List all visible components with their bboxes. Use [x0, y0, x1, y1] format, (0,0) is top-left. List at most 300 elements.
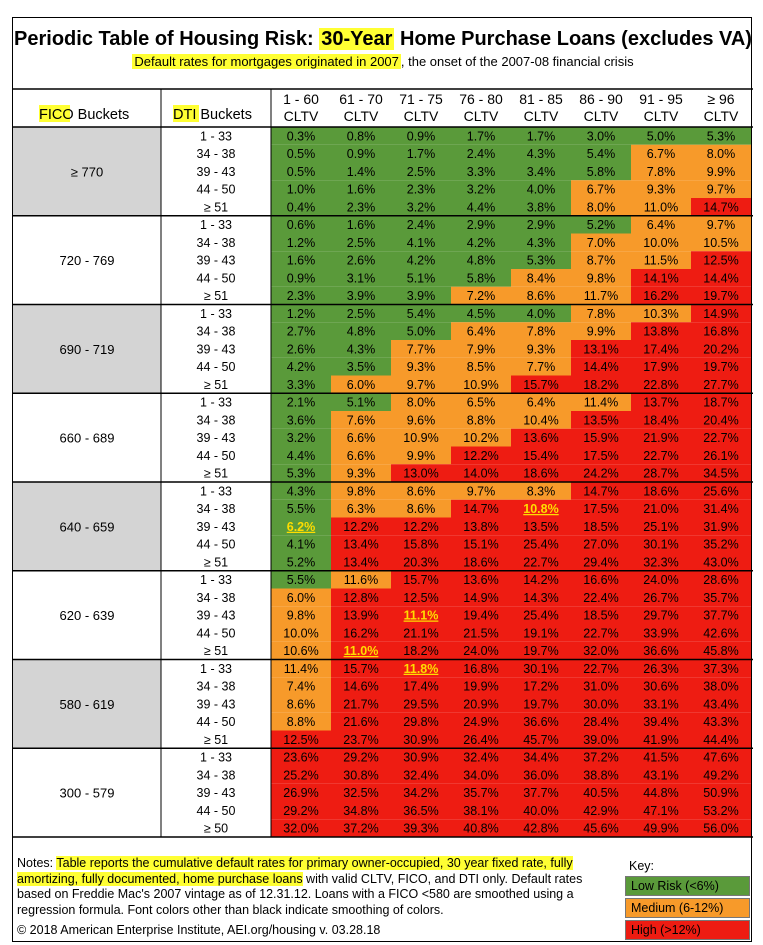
default-rate-value: 11.7%: [583, 289, 619, 303]
default-rate-value: 43.0%: [703, 555, 739, 570]
default-rate-value: 16.2%: [643, 289, 679, 303]
default-rate-value: 7.7%: [526, 360, 556, 374]
dti-bucket-label: 39 - 43: [196, 519, 236, 534]
risk-table: [13, 89, 753, 836]
dti-bucket-label: 44 - 50: [196, 182, 236, 197]
dti-bucket-label: 1 - 33: [200, 218, 232, 232]
default-rate-value: 22.8%: [643, 377, 679, 392]
default-rate-value: 2.5%: [406, 164, 436, 179]
default-rate-value: 4.4%: [466, 200, 496, 215]
fico-bucket-label: 580 - 619: [59, 696, 115, 712]
default-rate-value: 29.5%: [403, 697, 439, 712]
default-rate-value: 19.1%: [523, 626, 559, 641]
fico-buckets-header: FICO Buckets: [39, 107, 130, 123]
default-rate-value: 6.0%: [286, 590, 316, 605]
default-rate-value: 6.7%: [586, 182, 616, 197]
default-rate-value: 37.2%: [343, 821, 379, 836]
default-rate-value: 6.0%: [346, 377, 376, 392]
cltv-column-header: 91 - 95: [639, 91, 683, 107]
default-rate-value: 14.6%: [343, 679, 379, 694]
default-rate-value: 40.8%: [463, 821, 499, 836]
default-rate-value: 4.2%: [406, 253, 436, 268]
default-rate-value: 31.4%: [703, 502, 739, 516]
default-rate-value: 6.4%: [526, 395, 556, 410]
default-rate-value: 4.0%: [526, 306, 556, 321]
default-rate-value: 7.2%: [466, 289, 496, 303]
default-rate-value: 14.4%: [583, 360, 619, 374]
default-rate-value: 25.4%: [523, 537, 559, 552]
default-rate-value: 24.2%: [583, 466, 619, 481]
default-rate-value: 13.8%: [463, 519, 499, 534]
default-rate-value: 24.0%: [643, 573, 679, 587]
default-rate-value: 28.6%: [703, 573, 739, 587]
default-rate-value: 4.3%: [346, 342, 376, 357]
default-rate-value: 0.3%: [286, 129, 316, 144]
default-rate-value: 1.7%: [406, 147, 436, 161]
default-rate-value: 37.7%: [523, 786, 559, 800]
default-rate-value: 16.6%: [583, 573, 619, 587]
dti-bucket-label: ≥ 51: [203, 200, 229, 215]
dti-bucket-label: ≥ 51: [203, 644, 229, 658]
default-rate-value: 37.2%: [583, 750, 619, 765]
dti-bucket-label: 39 - 43: [196, 164, 236, 179]
default-rate-value: 37.3%: [703, 661, 739, 676]
default-rate-value: 18.7%: [703, 395, 739, 410]
default-rate-value: 3.0%: [586, 129, 616, 144]
default-rate-value: 17.5%: [583, 502, 619, 516]
default-rate-value: 5.2%: [286, 555, 316, 570]
title-text-end: Home Purchase Loans (excludes VA): [394, 28, 752, 50]
dti-bucket-label: ≥ 50: [203, 821, 229, 836]
default-rate-value: 8.0%: [406, 395, 436, 410]
default-rate-value: 40.5%: [583, 786, 619, 800]
default-rate-value: 3.1%: [346, 271, 376, 286]
default-rate-value: 11.0%: [643, 200, 679, 215]
default-rate-value: 5.3%: [706, 129, 736, 144]
default-rate-value: 34.0%: [463, 768, 499, 783]
default-rate-value: 7.6%: [346, 413, 376, 428]
default-rate-value: 3.2%: [286, 431, 316, 445]
default-rate-value: 17.4%: [403, 679, 439, 694]
fico-bucket-label: 640 - 659: [59, 519, 115, 535]
default-rate-value: 19.7%: [703, 360, 739, 374]
default-rate-value: 0.8%: [346, 129, 376, 144]
default-rate-value: 2.3%: [346, 200, 376, 215]
dti-bucket-label: 1 - 33: [200, 484, 232, 499]
default-rate-value: 10.9%: [403, 431, 439, 445]
default-rate-value: 6.4%: [646, 218, 676, 232]
default-rate-value: 0.5%: [286, 164, 316, 179]
fico-bucket-label: 720 - 769: [59, 253, 115, 269]
default-rate-value: 18.4%: [643, 413, 679, 428]
default-rate-value: 15.8%: [403, 537, 439, 552]
dti-bucket-label: 44 - 50: [196, 360, 236, 374]
legend: [625, 859, 750, 942]
default-rate-value: 1.7%: [526, 129, 556, 144]
default-rate-value: 10.0%: [283, 626, 319, 641]
legend-high-risk: High (>12%): [625, 920, 750, 940]
default-rate-value: 13.8%: [643, 324, 679, 339]
default-rate-value: 36.5%: [403, 803, 439, 818]
default-rate-value: 4.5%: [466, 306, 496, 321]
default-rate-value: 43.1%: [643, 768, 679, 783]
default-rate-value: 19.7%: [523, 644, 559, 658]
default-rate-value: 2.6%: [286, 342, 316, 357]
default-rate-value: 9.7%: [706, 218, 736, 232]
default-rate-value: 9.6%: [406, 413, 436, 428]
default-rate-value: 47.6%: [703, 750, 739, 765]
default-rate-value: 21.1%: [403, 626, 439, 641]
fico-bucket-label: 690 - 719: [59, 341, 115, 357]
default-rate-value: 4.4%: [286, 448, 316, 463]
default-rate-value: 39.4%: [643, 715, 679, 729]
default-rate-value: 2.5%: [346, 235, 376, 250]
chart-frame: [12, 17, 752, 942]
default-rate-value: 5.8%: [586, 164, 616, 179]
default-rate-value: 8.0%: [706, 147, 736, 161]
default-rate-value: 7.4%: [286, 679, 316, 694]
cltv-column-header: 71 - 75: [399, 91, 443, 107]
default-rate-value: 18.6%: [643, 484, 679, 499]
default-rate-value: 8.0%: [586, 200, 616, 215]
cltv-label: CLTV: [463, 108, 499, 124]
default-rate-value: 9.3%: [406, 360, 436, 374]
default-rate-value: 36.0%: [523, 768, 559, 783]
dti-bucket-label: ≥ 51: [203, 555, 229, 570]
default-rate-value: 2.9%: [466, 218, 496, 232]
default-rate-value: 7.8%: [586, 306, 616, 321]
default-rate-value: 20.9%: [463, 697, 499, 712]
default-rate-value: 28.4%: [583, 715, 619, 729]
title-text: Periodic Table of Housing Risk:: [14, 28, 320, 50]
default-rate-value: 21.9%: [643, 431, 679, 445]
default-rate-value: 32.0%: [583, 644, 619, 658]
default-rate-value: 26.1%: [703, 448, 739, 463]
default-rate-value: 39.3%: [403, 821, 439, 836]
default-rate-value: 9.7%: [706, 182, 736, 197]
default-rate-value: 5.4%: [586, 147, 616, 161]
cltv-label: CLTV: [703, 108, 739, 124]
default-rate-value: 7.8%: [526, 324, 556, 339]
default-rate-value: 19.4%: [463, 608, 499, 623]
default-rate-value: 4.1%: [406, 235, 436, 250]
default-rate-value: 30.6%: [643, 679, 679, 694]
default-rate-value: 34.8%: [343, 803, 379, 818]
default-rate-value: 1.2%: [286, 306, 316, 321]
default-rate-value: 8.6%: [406, 484, 436, 499]
default-rate-value: 14.9%: [703, 306, 739, 321]
dti-bucket-label: 34 - 38: [196, 502, 236, 516]
default-rate-value: 6.7%: [646, 147, 676, 161]
dti-bucket-label: 34 - 38: [196, 768, 236, 783]
default-rate-value: 1.0%: [286, 182, 316, 197]
default-rate-value: 9.7%: [406, 377, 436, 392]
default-rate-value: 25.6%: [703, 484, 739, 499]
default-rate-value: 4.1%: [286, 537, 316, 552]
default-rate-value: 29.2%: [343, 750, 379, 765]
default-rate-value: 7.0%: [586, 235, 616, 250]
default-rate-value: 13.5%: [583, 413, 619, 428]
default-rate-value: 43.4%: [703, 697, 739, 712]
default-rate-value: 5.0%: [646, 129, 676, 144]
dti-bucket-label: 1 - 33: [200, 129, 232, 144]
default-rate-value: 31.9%: [703, 519, 739, 534]
default-rate-value: 29.7%: [643, 608, 679, 623]
default-rate-value: 29.8%: [403, 715, 439, 729]
default-rate-value: 17.9%: [643, 360, 679, 374]
default-rate-value: 21.6%: [343, 715, 379, 729]
default-rate-value: 12.5%: [703, 253, 739, 268]
default-rate-value: 41.9%: [643, 732, 679, 747]
default-rate-value: 8.8%: [466, 413, 496, 428]
default-rate-value: 22.7%: [703, 431, 739, 445]
default-rate-value: 5.8%: [466, 271, 496, 286]
default-rate-value: 2.4%: [406, 218, 436, 232]
default-rate-value: 53.2%: [703, 803, 739, 818]
default-rate-value: 10.9%: [463, 377, 499, 392]
default-rate-value: 14.4%: [703, 271, 739, 286]
default-rate-value: 30.1%: [523, 661, 559, 676]
default-rate-value: 8.6%: [526, 289, 556, 303]
legend-title: Key:: [629, 859, 655, 873]
default-rate-value: 30.0%: [583, 697, 619, 712]
dti-bucket-label: 34 - 38: [196, 235, 236, 250]
default-rate-value: 12.2%: [463, 448, 499, 463]
default-rate-value: 24.9%: [463, 715, 499, 729]
default-rate-value: 5.1%: [346, 395, 376, 410]
default-rate-value: 13.5%: [523, 519, 559, 534]
default-rate-value: 13.4%: [343, 555, 379, 570]
dti-bucket-label: 39 - 43: [196, 253, 236, 268]
default-rate-value: 10.6%: [283, 644, 319, 658]
default-rate-value: 1.2%: [286, 235, 316, 250]
default-rate-value: 47.1%: [643, 803, 679, 818]
default-rate-value: 22.7%: [523, 555, 559, 570]
default-rate-value: 14.7%: [583, 484, 619, 499]
default-rate-value: 26.3%: [643, 661, 679, 676]
default-rate-value: 15.4%: [523, 448, 559, 463]
default-rate-value: 21.5%: [463, 626, 499, 641]
default-rate-value: 3.8%: [526, 200, 556, 215]
dti-bucket-label: ≥ 51: [203, 466, 229, 481]
default-rate-value: 12.5%: [283, 732, 319, 747]
default-rate-value: 1.6%: [346, 218, 376, 232]
default-rate-value: 25.4%: [523, 608, 559, 623]
default-rate-value: 22.7%: [583, 626, 619, 641]
fico-bucket-label: 660 - 689: [59, 430, 115, 446]
default-rate-value: 7.7%: [406, 342, 436, 357]
default-rate-value: 9.9%: [706, 164, 736, 179]
default-rate-value: 24.0%: [463, 644, 499, 658]
default-rate-value: 32.3%: [643, 555, 679, 570]
default-rate-value: 15.7%: [403, 573, 439, 587]
default-rate-value: 32.0%: [283, 821, 319, 836]
dti-bucket-label: 44 - 50: [196, 448, 236, 463]
default-rate-value: 0.9%: [286, 271, 316, 286]
default-rate-value: 3.5%: [346, 360, 376, 374]
default-rate-value: 2.3%: [406, 182, 436, 197]
default-rate-value: 8.7%: [586, 253, 616, 268]
default-rate-value: 19.7%: [703, 289, 739, 303]
default-rate-value: 42.9%: [583, 803, 619, 818]
dti-bucket-label: ≥ 51: [203, 732, 229, 747]
dti-bucket-label: ≥ 51: [203, 289, 229, 303]
cltv-column-header: 61 - 70: [339, 91, 383, 107]
default-rate-value: 30.9%: [403, 732, 439, 747]
default-rate-value: 6.5%: [466, 395, 496, 410]
default-rate-value: 41.5%: [643, 750, 679, 765]
default-rate-value: 21.7%: [343, 697, 379, 712]
default-rate-value: 13.1%: [583, 342, 619, 357]
default-rate-value: 7.8%: [646, 164, 676, 179]
default-rate-value: 36.6%: [643, 644, 679, 658]
default-rate-value: 9.8%: [346, 484, 376, 499]
default-rate-value: 22.7%: [643, 448, 679, 463]
cltv-label: CLTV: [523, 108, 559, 124]
default-rate-value: 4.0%: [526, 182, 556, 197]
dti-bucket-label: 44 - 50: [196, 803, 236, 818]
default-rate-value: 19.9%: [463, 679, 499, 694]
default-rate-value: 35.2%: [703, 537, 739, 552]
default-rate-value: 6.6%: [346, 431, 376, 445]
legend-medium-risk: Medium (6-12%): [625, 898, 750, 918]
default-rate-value: 3.6%: [286, 413, 316, 428]
default-rate-value: 35.7%: [703, 590, 739, 605]
default-rate-value: 19.7%: [523, 697, 559, 712]
default-rate-value: 26.7%: [643, 590, 679, 605]
default-rate-value: 29.4%: [583, 555, 619, 570]
dti-bucket-label: 39 - 43: [196, 697, 236, 712]
default-rate-value: 2.6%: [346, 253, 376, 268]
fico-bucket-label: ≥ 770: [70, 164, 104, 180]
default-rate-value: 18.6%: [463, 555, 499, 570]
default-rate-value: 27.0%: [583, 537, 619, 552]
default-rate-value: 7.9%: [466, 342, 496, 357]
cltv-label: CLTV: [343, 108, 379, 124]
cltv-label: CLTV: [643, 108, 679, 124]
cltv-label: CLTV: [403, 108, 439, 124]
default-rate-value: 6.2%: [286, 519, 316, 534]
default-rate-value: 17.4%: [643, 342, 679, 357]
dti-bucket-label: 1 - 33: [200, 750, 232, 765]
default-rate-value: 0.5%: [286, 147, 316, 161]
default-rate-value: 0.9%: [346, 147, 376, 161]
default-rate-value: 15.7%: [343, 661, 379, 676]
cltv-column-header: 86 - 90: [579, 91, 623, 107]
default-rate-value: 5.3%: [286, 466, 316, 481]
default-rate-value: 5.1%: [406, 271, 436, 286]
default-rate-value: 5.4%: [406, 306, 436, 321]
default-rate-value: 5.5%: [286, 502, 316, 516]
default-rate-value: 16.8%: [703, 324, 739, 339]
notes-prefix: Notes:: [17, 856, 57, 870]
default-rate-value: 14.1%: [643, 271, 679, 286]
default-rate-value: 1.6%: [346, 182, 376, 197]
default-rate-value: 11.8%: [403, 661, 439, 676]
dti-bucket-label: 1 - 33: [200, 573, 232, 587]
default-rate-value: 32.5%: [343, 786, 379, 800]
default-rate-value: 25.1%: [643, 519, 679, 534]
default-rate-value: 2.3%: [286, 289, 316, 303]
default-rate-value: 8.6%: [286, 697, 316, 712]
default-rate-value: 4.3%: [526, 235, 556, 250]
default-rate-value: 26.4%: [463, 732, 499, 747]
default-rate-value: 14.7%: [703, 200, 739, 215]
default-rate-value: 26.9%: [283, 786, 319, 800]
default-rate-value: 4.2%: [286, 360, 316, 374]
default-rate-value: 10.0%: [643, 235, 679, 250]
default-rate-value: 16.2%: [343, 626, 379, 641]
default-rate-value: 3.3%: [466, 164, 496, 179]
default-rate-value: 30.1%: [643, 537, 679, 552]
default-rate-value: 56.0%: [703, 821, 739, 836]
default-rate-value: 14.3%: [523, 590, 559, 605]
default-rate-value: 35.7%: [463, 786, 499, 800]
default-rate-value: 9.8%: [286, 608, 316, 623]
default-rate-value: 8.3%: [526, 484, 556, 499]
default-rate-value: 2.4%: [466, 147, 496, 161]
dti-bucket-label: 1 - 33: [200, 661, 232, 676]
chart-title: [13, 28, 753, 51]
dti-bucket-label: 44 - 50: [196, 271, 236, 286]
default-rate-value: 13.7%: [643, 395, 679, 410]
default-rate-value: 15.1%: [463, 537, 499, 552]
default-rate-value: 36.6%: [523, 715, 559, 729]
dti-bucket-label: 34 - 38: [196, 590, 236, 605]
default-rate-value: 45.6%: [583, 821, 619, 836]
default-rate-value: 34.2%: [403, 786, 439, 800]
default-rate-value: 4.3%: [286, 484, 316, 499]
default-rate-value: 42.8%: [523, 821, 559, 836]
default-rate-value: 33.9%: [643, 626, 679, 641]
default-rate-value: 3.9%: [346, 289, 376, 303]
dti-bucket-label: 44 - 50: [196, 537, 236, 552]
dti-bucket-label: 39 - 43: [196, 431, 236, 445]
default-rate-value: 28.7%: [643, 466, 679, 481]
default-rate-value: 2.1%: [286, 395, 316, 410]
default-rate-value: 9.9%: [406, 448, 436, 463]
default-rate-value: 14.9%: [463, 590, 499, 605]
default-rate-value: 8.6%: [406, 502, 436, 516]
default-rate-value: 2.5%: [346, 306, 376, 321]
default-rate-value: 13.9%: [343, 608, 379, 623]
fico-bucket-label: 300 - 579: [59, 785, 115, 801]
default-rate-value: 43.3%: [703, 715, 739, 729]
default-rate-value: 38.8%: [583, 768, 619, 783]
default-rate-value: 18.6%: [523, 466, 559, 481]
default-rate-value: 0.6%: [286, 218, 316, 232]
default-rate-value: 3.4%: [526, 164, 556, 179]
dti-bucket-label: 44 - 50: [196, 626, 236, 641]
cltv-label: CLTV: [583, 108, 619, 124]
default-rate-value: 45.7%: [523, 732, 559, 747]
cltv-column-header: ≥ 96: [707, 91, 735, 107]
default-rate-value: 12.5%: [403, 590, 439, 605]
default-rate-value: 15.7%: [523, 377, 559, 392]
default-rate-value: 8.8%: [286, 715, 316, 729]
default-rate-value: 10.4%: [523, 413, 559, 428]
default-rate-value: 20.4%: [703, 413, 739, 428]
default-rate-value: 34.4%: [523, 750, 559, 765]
dti-bucket-label: 44 - 50: [196, 715, 236, 729]
default-rate-value: 14.2%: [523, 573, 559, 587]
dti-bucket-label: 39 - 43: [196, 342, 236, 357]
default-rate-value: 9.9%: [586, 324, 616, 339]
default-rate-value: 17.2%: [523, 679, 559, 694]
default-rate-value: 13.6%: [523, 431, 559, 445]
dti-bucket-label: 39 - 43: [196, 786, 236, 800]
default-rate-value: 4.3%: [526, 147, 556, 161]
